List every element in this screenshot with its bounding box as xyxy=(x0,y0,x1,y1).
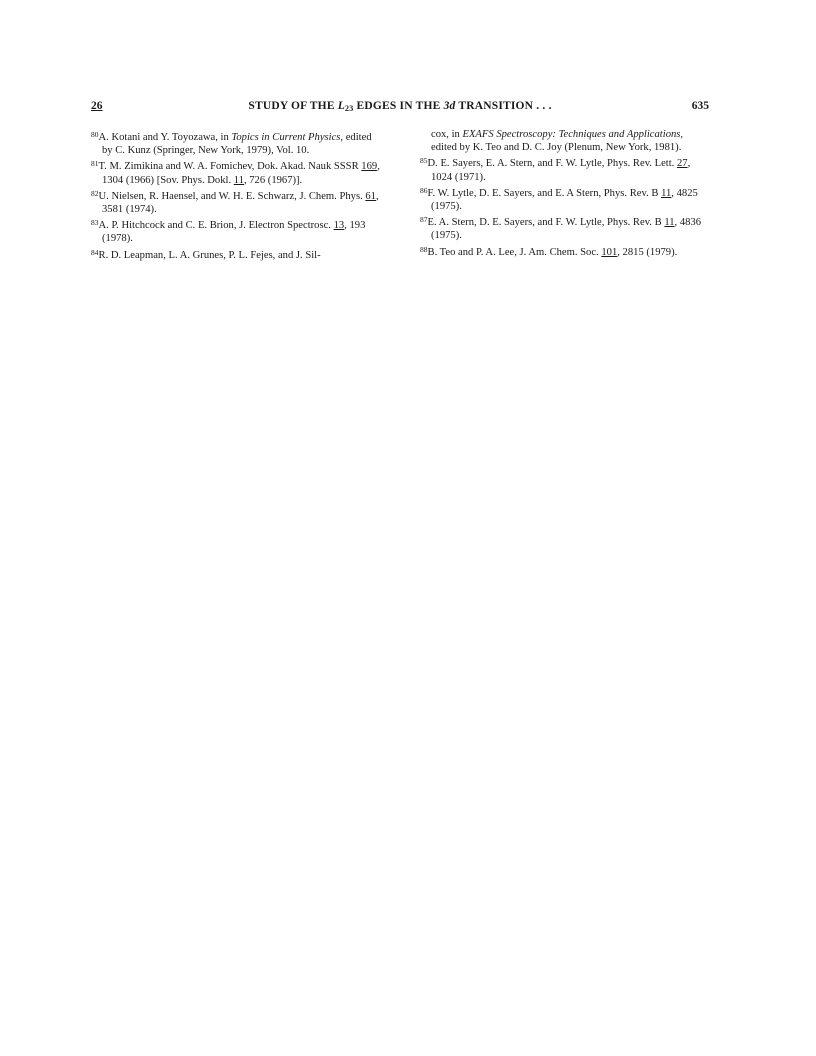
reference-84: $^{84}$R. D. Leapman, L. A. Grunes, P. L. Fejes, and J. Sil- xyxy=(91,247,321,261)
reference-83: $^{83}$A. P. Hitchcock and C. E. Brion, J. Electron Spectrosc. 13, 193 (1978). xyxy=(91,218,366,245)
reference-88: $^{88}$B. Teo and P. A. Lee, J. Am. Chem. Soc. 101, 2815 (1979). xyxy=(420,244,678,258)
reference-87: $^{87}$E. A. Stern, D. E. Sayers, and F. W. Lytle, Phys. Rev. B 11, 4836 (1975). xyxy=(420,215,702,242)
reference-81: $^{81}$T. M. Zimikina and W. A. Fomichev, Dok. Akad. Nauk SSSR 169, 1304 (1966) [Sov. Phys. Dokl. 11, 726 (1967)]. xyxy=(91,159,380,186)
reference-86: $^{86}$F. W. Lytle, D. E. Sayers, and E. A Stern, Phys. Rev. B 11, 4825 (1975). xyxy=(420,185,698,213)
running-title: STUDY OF THE $L_{23}$ EDGES IN THE 3d TRANSITION . . . xyxy=(248,100,552,113)
reference-84-continued: cox, in EXAFS Spectroscopy: Techniques and Applications, edited by K. Teo and D. C. Joy (Plenum, New York, 1981). xyxy=(431,129,684,154)
reference-80: $^{80}$A. Kotani and Y. Toyozawa, in Topics in Current Physics, edited by C. Kunz (Springer, New York, 1979), Vol. 10. xyxy=(91,130,372,157)
volume-number: 26 xyxy=(91,100,103,112)
references-left-column xyxy=(91,128,381,262)
page-number: 635 xyxy=(691,100,709,112)
reference-85: $^{85}$D. E. Sayers, E. A. Stern, and F. W. Lytle, Phys. Rev. Lett. 27, 1024 (1971). xyxy=(420,156,691,183)
references-right-column xyxy=(420,128,710,259)
running-header xyxy=(91,100,709,120)
reference-82: $^{82}$U. Nielsen, R. Haensel, and W. H. E. Schwarz, J. Chem. Phys. 61, 3581 (1974). xyxy=(91,188,379,216)
